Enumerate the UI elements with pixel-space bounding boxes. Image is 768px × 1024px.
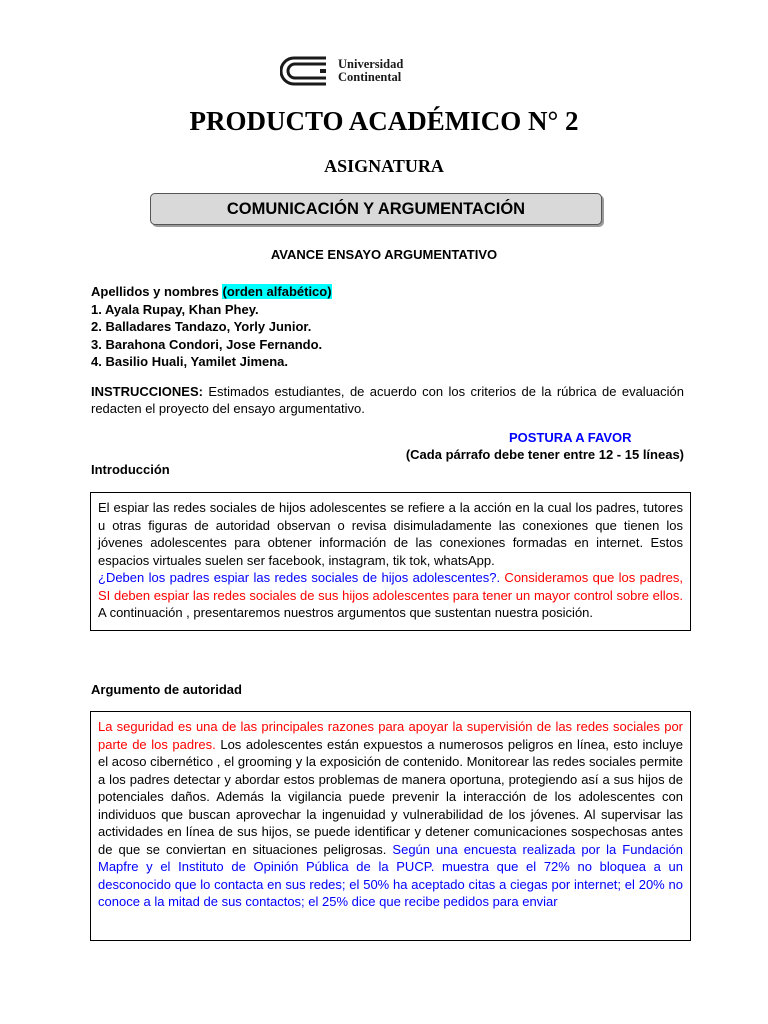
intro-heading: Introducción <box>91 462 170 477</box>
instructions-label: INSTRUCCIONES: <box>91 384 203 399</box>
page-title: PRODUCTO ACADÉMICO N° 2 <box>189 106 579 136</box>
member-item: 1. Ayala Rupay, Khan Phey. <box>91 301 259 317</box>
subtitle: ASIGNATURA <box>324 156 444 176</box>
intro-thesis: Consideramos que los padres, SI deben espiar las redes sociales de sus hijos adolescentes para tener un mayor control sobre ellos. <box>98 570 684 603</box>
members-label: Apellidos y nombres <box>91 284 223 299</box>
continental-logo-icon <box>280 55 330 87</box>
intro-question: ¿Deben los padres espiar las redes sociales de hijos adolescentes?. <box>98 570 501 585</box>
argument-evidence: Según una encuesta realizada por la Fundación Mapfre y el Instituto de Opinión Pública de la PUCP. muestra que el 72% no bloquea a un desconocido que lo contacta en sus redes; el 50% ha aceptado citas a ciegas por internet; el 20% no conoce a la mitad de sus contactos; el 25% dice que recibe pedidos para enviar <box>98 841 683 909</box>
logo-line-1: Universidad <box>338 57 404 71</box>
intro-closing: A continuación , presentaremos nuestros argumentos que sustentan nuestra posición. <box>98 605 594 620</box>
members-block <box>91 283 332 371</box>
members-heading <box>91 283 332 301</box>
member-item: 2. Balladares Tandazo, Yorly Junior. <box>91 319 312 334</box>
member-item: 3. Barahona Condori, Jose Fernando. <box>91 336 323 352</box>
instructions <box>91 384 684 417</box>
members-highlight: (orden alfabético) <box>222 284 332 299</box>
course-banner <box>150 193 602 225</box>
stance-label: POSTURA A FAVOR <box>509 430 632 445</box>
paragraph-note: (Cada párrafo debe tener entre 12 - 15 líneas) <box>405 447 684 462</box>
university-logo <box>280 55 403 87</box>
argument-heading: Argumento de autoridad <box>91 682 242 697</box>
logo-line-2: Continental <box>338 70 402 84</box>
instructions-text: Estimados estudiantes, de acuerdo con los criterios de la rúbrica de evaluación redacten el proyecto del ensayo argumentativo. <box>91 384 684 416</box>
intro-text: El espiar las redes sociales de hijos adolescentes se refiere a la acción en la cual los padres, tutores u otras figuras de autoridad observan o revisa disimuladamente las conexiones que tienen los jóvenes adolescentes para obtener información de las conexiones formadas en internet. Estos espacios virtuales suelen ser facebook, instagram, tik tok, whatsApp. <box>98 500 683 568</box>
argument-body: Los adolescentes están expuestos a numerosos peligros en línea, esto incluye el acoso cibernético , el grooming y la exposición de contenido. Monitorear las redes sociales permite a los padres detectar y abordar estos problemas de manera oportuna, protegiendo así a sus hijos de potenciales daños. Además la vigilancia puede prevenir la interacción de los adolescentes con individuos que buscan aprovechar la ingenuidad y vulnerabilidad de los jóvenes. Al supervisar las actividades en línea de sus hijos, se puede identificar y detener comunicaciones sospechosas antes de que se conviertan en situaciones peligrosas. <box>98 736 684 857</box>
argument-claim: La seguridad es una de las principales razones para apoyar la supervisión de las redes sociales por parte de los padres. <box>98 719 683 752</box>
section-title: AVANCE ENSAYO ARGUMENTATIVO <box>270 247 498 262</box>
argument-box <box>90 711 691 941</box>
member-item: 4. Basilio Huali, Yamilet Jimena. <box>91 354 289 369</box>
intro-box <box>90 492 691 631</box>
course-name: COMUNICACIÓN Y ARGUMENTACIÓN <box>226 199 526 218</box>
